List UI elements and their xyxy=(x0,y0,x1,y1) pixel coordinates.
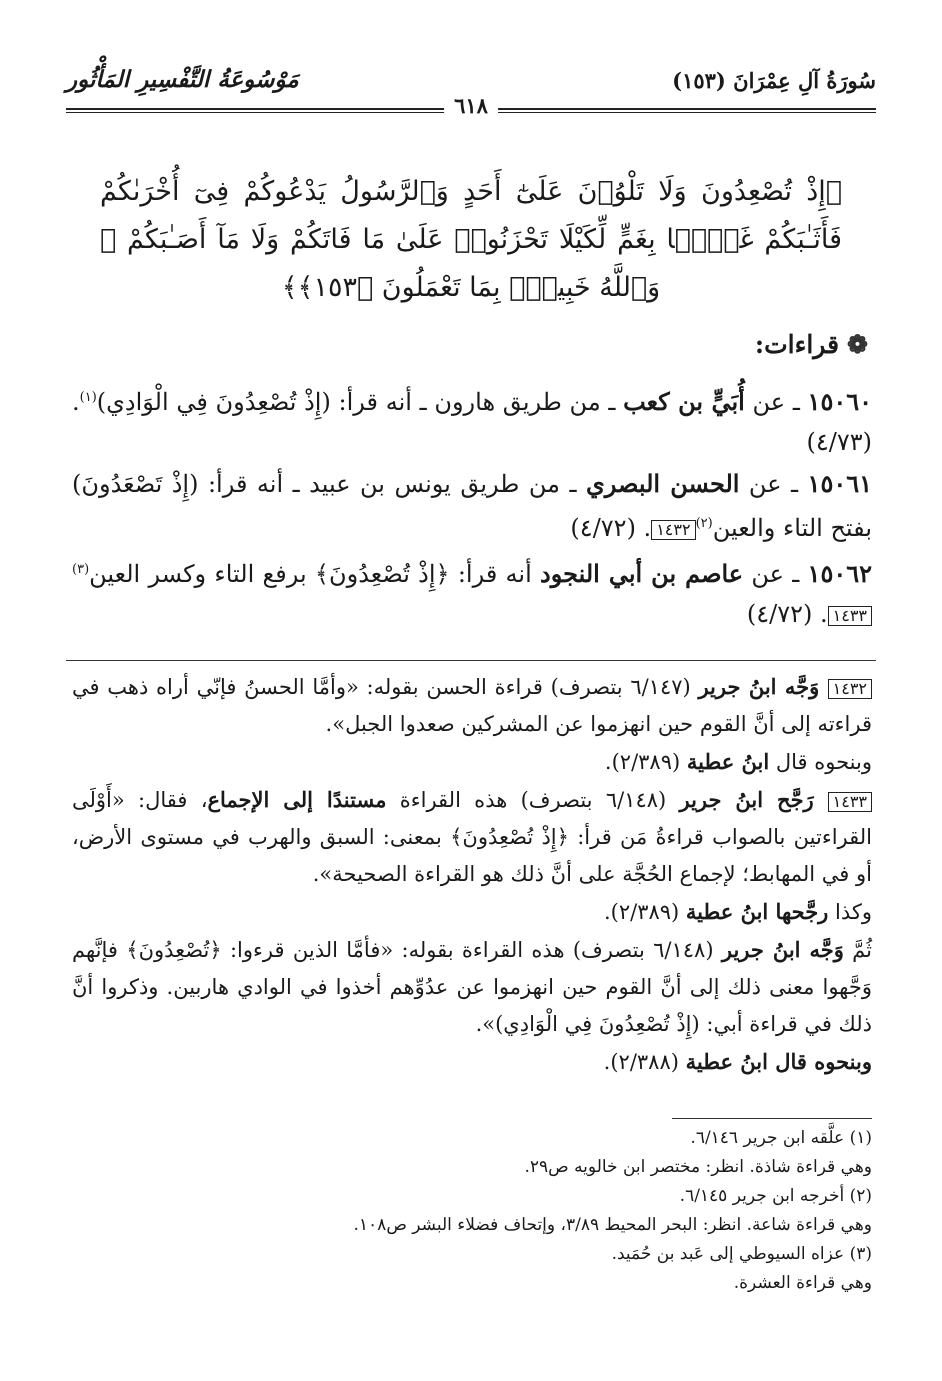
footnote-ref: (٣) xyxy=(72,562,90,577)
note-line: وكذا رجَّحها ابنُ عطية (٢/٣٨٩). xyxy=(603,899,872,924)
entry-number: ١٥٠٦١ xyxy=(807,469,872,498)
readings-list xyxy=(72,378,872,636)
note-number-box: ١٤٣٣ xyxy=(828,792,872,812)
footnote-line: (١) علَّقه ابن جرير ٦/١٤٦. xyxy=(690,1128,872,1148)
reading-entry: ١٥٠٦١ ـ عن الحسن البصري ـ من طريق يونس بن عبيد ـ أنه قرأ: (إِذْ تَصْعَدُونَ) بفتح التاء والعين$^{(٢)}$١٤٣٢. (٤/٧٢) xyxy=(72,469,872,542)
narrator-name: عاصم بن أبي النجود xyxy=(540,559,744,588)
volume-ref: . (٤/٧٣) xyxy=(72,388,872,456)
note-line: وبنحوه قال ابنُ عطية (٢/٣٨٨). xyxy=(603,1049,872,1074)
footnote-line: (٣) عزاه السيوطي إلى عَبد بن حُمَيد. xyxy=(611,1244,872,1264)
reading-entry: ١٥٠٦٠ ـ عن أُبَيٍّ بن كعب ـ من طريق هارون ـ أنه قرأ: (إِذْ تُصْعِدُونَ فِي الْوَادِي)$^{(١)}$. (٤/٧٣) xyxy=(72,387,872,456)
footnote-divider xyxy=(672,1118,872,1119)
footnote-line: وهي قراءة شاعة. انظر: البحر المحيط ٣/٨٩، وإتحاف فضلاء البشر ص١٠٨. xyxy=(353,1215,872,1235)
note-1432: ١٤٣٢ وَجَّه ابنُ جرير (٦/١٤٧ بتصرف) قراءة الحسن بقوله: «وأمَّا الحسنُ فإنّي أراه ذهب في قراءته إلى أنَّ القوم حين انهزموا عن المشركين صعدوا الجبل». xyxy=(72,674,872,736)
commentary-notes xyxy=(72,668,872,1081)
page-number: ٦١٨ xyxy=(444,93,498,118)
section-heading xyxy=(755,330,868,359)
note-number-box: ١٤٣٢ xyxy=(651,520,695,540)
note-line: وبنحوه قال ابنُ عطية (٢/٣٨٩). xyxy=(604,749,872,774)
footnote-ref: (٢) xyxy=(695,516,713,531)
narrator-name: أُبَيٍّ بن كعب xyxy=(623,387,745,416)
encyclopedia-title: مَوْسُوعَةُ التَّفْسِيرِ المَأْثُور xyxy=(66,66,299,93)
narrator-name: الحسن البصري xyxy=(586,469,740,498)
note-1433: ١٤٣٣ رَجَّح ابنُ جرير (٦/١٤٨ بتصرف) هذه القراءة مستندًا إلى الإجماع، فقال: «أَوْلَى القراءتين بالصواب قراءةُ مَن قرأ: ﴿إِذْ تُصْعِدُونَ﴾ بمعنى: السبق والهرب في مستوى الأرض، أو في المهابط؛ لإجماع الحُجَّة على أنَّ ذلك هو القراءة الصحيحة». xyxy=(72,787,872,886)
quran-verse: ﴿إِذْ تُصْعِدُونَ وَلَا تَلْوُۥنَ عَلَىٰٓ أَحَدٍ وَٱلرَّسُولُ يَدْعُوكُمْ فِىٓ أُخْرَىٰكُمْ فَأَثَـٰبَكُمْ غَمًّۢا بِغَمٍّ لِّكَيْلَا تَحْزَنُوا۟ عَلَىٰ مَا فَاتَكُمْ وَلَا مَآ أَصَـٰبَكُمْ ۗ وَٱللَّهُ خَبِيرٌۢ بِمَا تَعْمَلُونَ ﴿١٥٣﴾﴾ xyxy=(100,176,842,303)
footnote-line: وهي قراءة العشرة. xyxy=(733,1273,872,1293)
notes-divider xyxy=(66,660,876,661)
note-number-box: ١٤٣٣ xyxy=(828,606,872,626)
entry-number: ١٥٠٦٢ xyxy=(807,559,872,588)
footnotes xyxy=(72,1124,872,1298)
footnote-line: وهي قراءة شاذة. انظر: مختصر ابن خالويه ص٢٩. xyxy=(524,1157,872,1177)
entry-number: ١٥٠٦٠ xyxy=(807,387,872,416)
footnote-ref: (١) xyxy=(79,390,97,405)
volume-ref: . (٤/٧٢) xyxy=(570,514,652,542)
reading-entry: ١٥٠٦٢ ـ عن عاصم بن أبي النجود أنه قرأ: ﴿إِذْ تُصْعِدُونَ﴾ برفع التاء وكسر العين$^{(٣)}$١٤٣٣. (٤/٧٢) xyxy=(72,559,872,628)
flower-ornament-icon: ❁ xyxy=(847,330,868,359)
note-number-box: ١٤٣٢ xyxy=(828,679,872,699)
surah-header: سُورَةُ آلِ عِمْرَانَ (١٥٣) xyxy=(672,68,876,93)
volume-ref: . (٤/٧٢) xyxy=(746,600,828,628)
footnote-line: (٢) أخرجه ابن جرير ٦/١٤٥. xyxy=(679,1186,872,1206)
note-line: ثُمَّ وَجَّه ابنُ جرير (٦/١٤٨ بتصرف) هذه القراءة بقوله: «فأمَّا الذين قرءوا: ﴿تُصْعِدُونَ﴾ فإنَّهم وَجَّهوا معنى ذلك إلى أنَّ القوم حين انهزموا عن عدُوِّهم أخذوا في الوادي هاربين. وذكروا أنَّ ذلك في قراءة أبي: (إِذْ تُصْعِدُونَ فِي الْوَادِي)». xyxy=(72,937,872,1036)
section-title: قراءات: xyxy=(754,330,840,359)
